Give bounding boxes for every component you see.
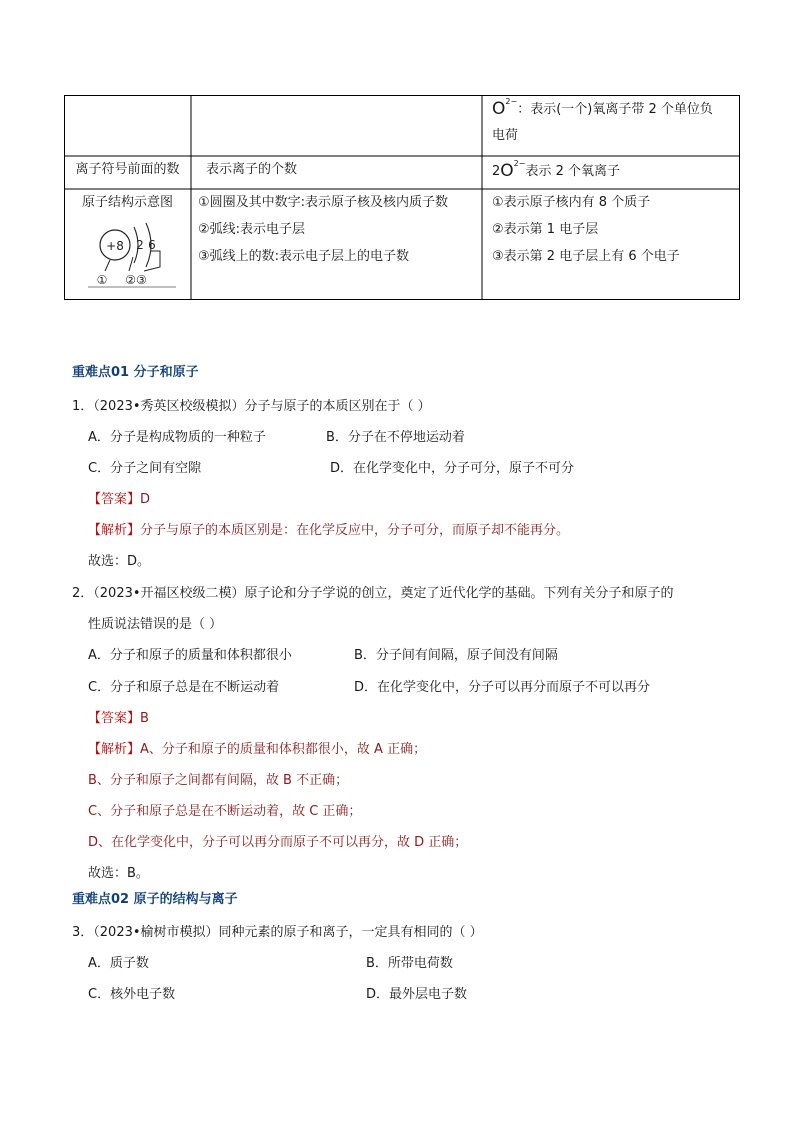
q2-explanation-c: C、分子和原子总是在不断运动着，故 C 正确；	[88, 804, 362, 819]
oxygen-ion-symbol: O	[492, 99, 506, 119]
q3-option-b: B．所带电荷数	[366, 956, 453, 971]
answer-label: 【答案】	[88, 711, 141, 726]
question-3-stem: 3．（2023•榆树市模拟）同种元素的原子和离子，一定具有相同的（ ）	[72, 925, 483, 940]
ion-charge-superscript: 2−	[513, 159, 526, 168]
question-2-stem: 2．（2023•开福区校级二模）原子论和分子学说的创立，奠定了近代化学的基础。下列有关分子和原子的	[72, 586, 674, 601]
q3-option-a: A．质子数	[88, 956, 149, 971]
q1-option-b: B．分子在不停地运动着	[326, 430, 465, 445]
q2-answer	[88, 707, 149, 726]
section-heading-2: 重难点02 原子的结构与离子	[72, 892, 238, 907]
q2-option-c: C．分子和原子总是在不断运动着	[88, 680, 280, 695]
row3-col2-line: ①圆圈及其中数字:表示原子核及核内质子数	[198, 195, 449, 210]
answer-value: B	[140, 711, 149, 726]
question-1-stem: 1．（2023•秀英区校级模拟）分子与原子的本质区别在于（ ）	[72, 399, 431, 414]
explanation-label: 【解析】	[88, 742, 141, 757]
row3-col3-line: ①表示原子核内有 8 个质子	[492, 195, 651, 210]
q2-option-a: A．分子和原子的质量和体积都很小	[88, 648, 292, 663]
q2-explanation-b: B、分子和原子之间都有间隔，故 B 不正确；	[88, 773, 349, 788]
nucleus-label: +8	[106, 239, 124, 253]
row1-col3-text: ：表示(一个)氧离子带 2 个单位负	[517, 102, 713, 117]
q1-choose: 故选：D。	[88, 554, 151, 569]
q2-explanation	[88, 738, 426, 757]
ion-charge-superscript: 2−	[505, 97, 518, 106]
row2-col2: 表示离子的个数	[206, 162, 298, 177]
q3-option-c: C．核外电子数	[88, 987, 176, 1002]
shell2-label: 6	[148, 238, 156, 252]
section-heading-1: 重难点01 分子和原子	[72, 365, 199, 380]
row3-col2-line: ③弧线上的数:表示电子层上的电子数	[198, 249, 410, 264]
oxygen-ion-symbol: O	[500, 161, 514, 181]
q2-choose: 故选：B。	[88, 866, 149, 881]
atom-structure-diagram	[84, 217, 184, 289]
q2-option-d: D．在化学变化中，分子可以再分而原子不可以再分	[354, 680, 651, 695]
row2-col3-text: 表示 2 个氧离子	[525, 164, 621, 179]
answer-value: D	[140, 492, 151, 507]
explanation-label: 【解析】	[88, 523, 141, 538]
explanation-text: 分子与原子的本质区别是：在化学反应中，分子可分，而原子却不能再分。	[140, 523, 570, 538]
explanation-text: A、分子和原子的质量和体积都很小，故 A 正确；	[140, 742, 427, 757]
ion-count: 2	[492, 164, 501, 179]
q1-explanation	[88, 519, 569, 538]
q2-option-b: B．分子间有间隔，原子间没有间隔	[354, 648, 558, 663]
row1-col3-text-2: 电荷	[492, 128, 519, 143]
row2-col1: 离子符号前面的数	[75, 162, 180, 177]
q3-option-d: D．最外层电子数	[366, 987, 468, 1002]
diagram-mark-2-3: ②③	[125, 273, 147, 287]
answer-label: 【答案】	[88, 492, 141, 507]
ion-symbol-table	[64, 95, 740, 300]
q1-option-a: A．分子是构成物质的一种粒子	[88, 430, 266, 445]
row3-col3-line: ②表示第 1 电子层	[492, 222, 599, 237]
row3-col2-line: ②弧线:表示电子层	[198, 222, 306, 237]
question-2-stem-2: 性质说法错误的是（ ）	[88, 617, 223, 632]
diagram-mark-1: ①	[96, 273, 108, 287]
row3-col3-line: ③表示第 2 电子层上有 6 个电子	[492, 249, 680, 264]
q1-option-d: D．在化学变化中，分子可分，原子不可分	[330, 461, 575, 476]
row3-col1: 原子结构示意图	[81, 195, 173, 210]
shell1-label: 2	[136, 238, 144, 252]
q1-answer	[88, 488, 150, 507]
q1-option-c: C．分子之间有空隙	[88, 461, 202, 476]
q2-explanation-d: D、在化学变化中，分子可以再分而原子不可以再分，故 D 正确；	[88, 835, 468, 850]
